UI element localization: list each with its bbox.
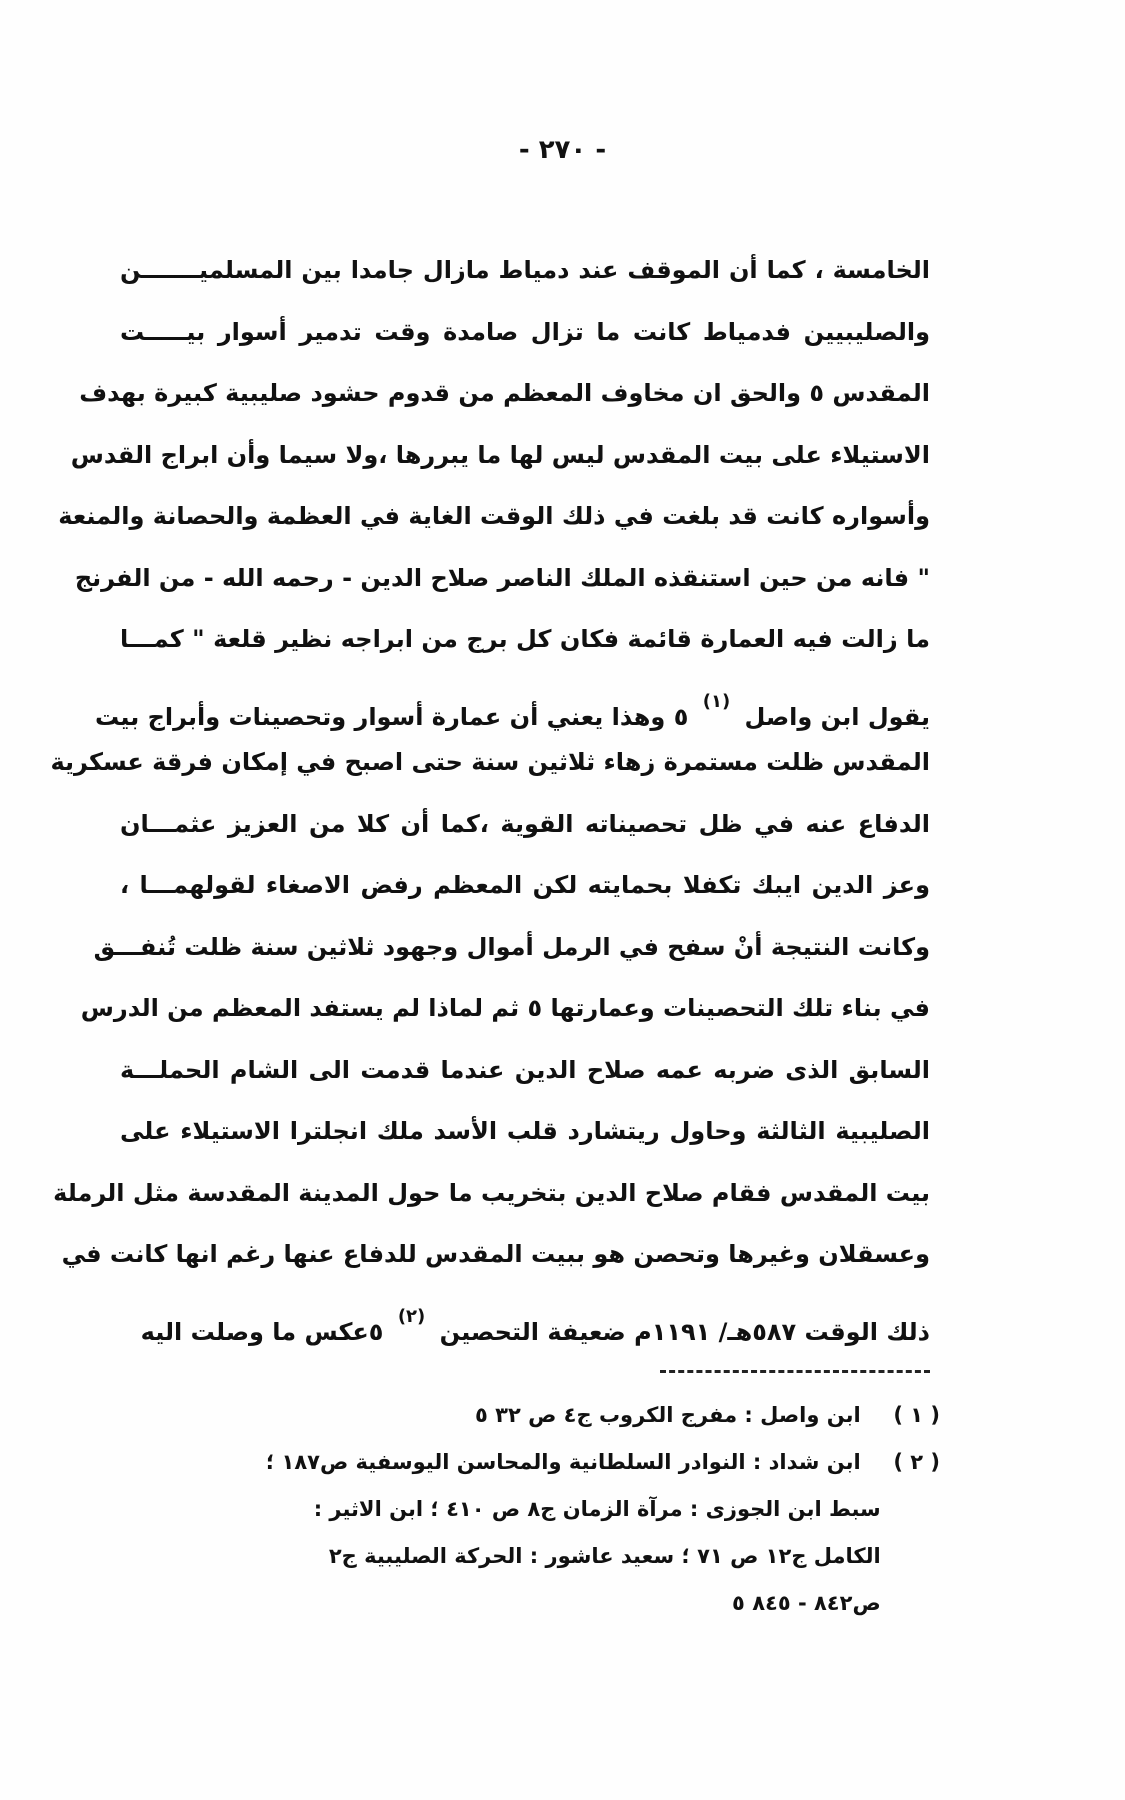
page-number: - ٢٧٠ - [518,135,607,165]
text-segment: ٥ وهذا يعني أن عمارة أسوار وتحصينات وأبراج بيت [95,702,689,731]
footnote-text: ابن شداد : النوادر السلطانية والمحاسن اليوسفية ص١٨٧ ؛ [265,1450,861,1474]
footnotes [265,1392,940,1627]
text-line: السابق الذى ضربه عمه صلاح الدين عندما قدمت الى الشام الحملـــة [120,1055,930,1084]
footnote-text: ابن واصل : مفرج الكروب ج٤ ص ٣٢ ٥ [475,1403,861,1427]
text-line: والصليبيين فدمياط كانت ما تزال صامدة وقت تدمير أسوار بيـــــت [120,317,930,346]
footnote-text: سبط ابن الجوزى : مرآة الزمان ج٨ ص ٤١٠ ؛ ابن الاثير : [313,1497,881,1521]
text-line: وعسقلان وغيرها وتحصن هو ببيت المقدس للدفاع عنها رغم انها كانت في [61,1240,930,1268]
text-line: " فانه من حين استنقذه الملك الناصر صلاح الدين - رحمه الله - من الفرنج [74,563,930,592]
text-line: في بناء تلك التحصينات وعمارتها ٥ ثم لماذا لم يستفد المعظم من الدرس [80,994,930,1022]
footnote-number: ( ١ ) [893,1403,940,1427]
footnote-text: الكامل ج١٢ ص ٧١ ؛ سعيد عاشور : الحركة الصليبية ج٢ [328,1544,881,1568]
text-line: الدفاع عنه في ظل تحصيناته القوية ،كما أن كلا من العزيز عثمـــان [120,809,930,838]
footnote-item-2 [265,1439,940,1486]
footnote-number: ( ٢ ) [893,1450,940,1474]
text-line: وعز الدين ايبك تكفلا بحمايته لكن المعظم رفض الاصغاء لقولهمـــا ، [120,871,930,899]
text-line: وكانت النتيجة أنْ سفح في الرمل أموال وجهود ثلاثين سنة ظلت تُنفـــق [93,932,930,961]
footnote-item-1 [380,1392,940,1439]
body-text [50,240,930,1347]
text-line: ما زالت فيه العمارة قائمة فكان كل برج من ابراجه نظير قلعة " كمـــا [120,625,930,653]
footnote-ref-1[interactable]: (١) [702,690,731,712]
text-segment: يقول ابن واصل [744,702,930,731]
text-line: الصليبية الثالثة وحاول ريتشارد قلب الأسد ملك انجلترا الاستيلاء على [120,1117,930,1145]
footnote-continuation [313,1486,940,1533]
text-segment: ٥عكس ما وصلت اليه [140,1317,384,1346]
text-line: المقدس ٥ والحق ان مخاوف المعظم من قدوم حشود صليبية كبيرة بهدف [79,379,930,407]
text-line: بيت المقدس فقام صلاح الدين بتخريب ما حول المدينة المقدسة مثل الرملة [53,1178,930,1207]
text-line [95,671,930,733]
footnote-ref-2[interactable]: (٢) [397,1305,426,1327]
text-line [120,1286,930,1348]
text-line: الاستيلاء على بيت المقدس ليس لها ما يبررها ،ولا سيما وأن ابراج القدس [70,440,930,469]
text-segment: ذلك الوقت ٥٨٧هـ/ ١١٩١م ضعيفة التحصين [439,1317,930,1346]
footnote-continuation [328,1533,940,1580]
footnote-text: ص٨٤٢ - ٨٤٥ ٥ [732,1591,881,1615]
footnote-continuation [380,1580,940,1627]
text-line: الخامسة ، كما أن الموقف عند دمياط مازال جامدا بين المسلميـــــــن [120,256,930,284]
footnote-separator [660,1370,930,1373]
text-line: وأسواره كانت قد بلغت في ذلك الوقت الغاية في العظمة والحصانة والمنعة [58,502,930,530]
text-line: المقدس ظلت مستمرة زهاء ثلاثين سنة حتى اصبح في إمكان فرقة عسكرية [50,748,930,776]
